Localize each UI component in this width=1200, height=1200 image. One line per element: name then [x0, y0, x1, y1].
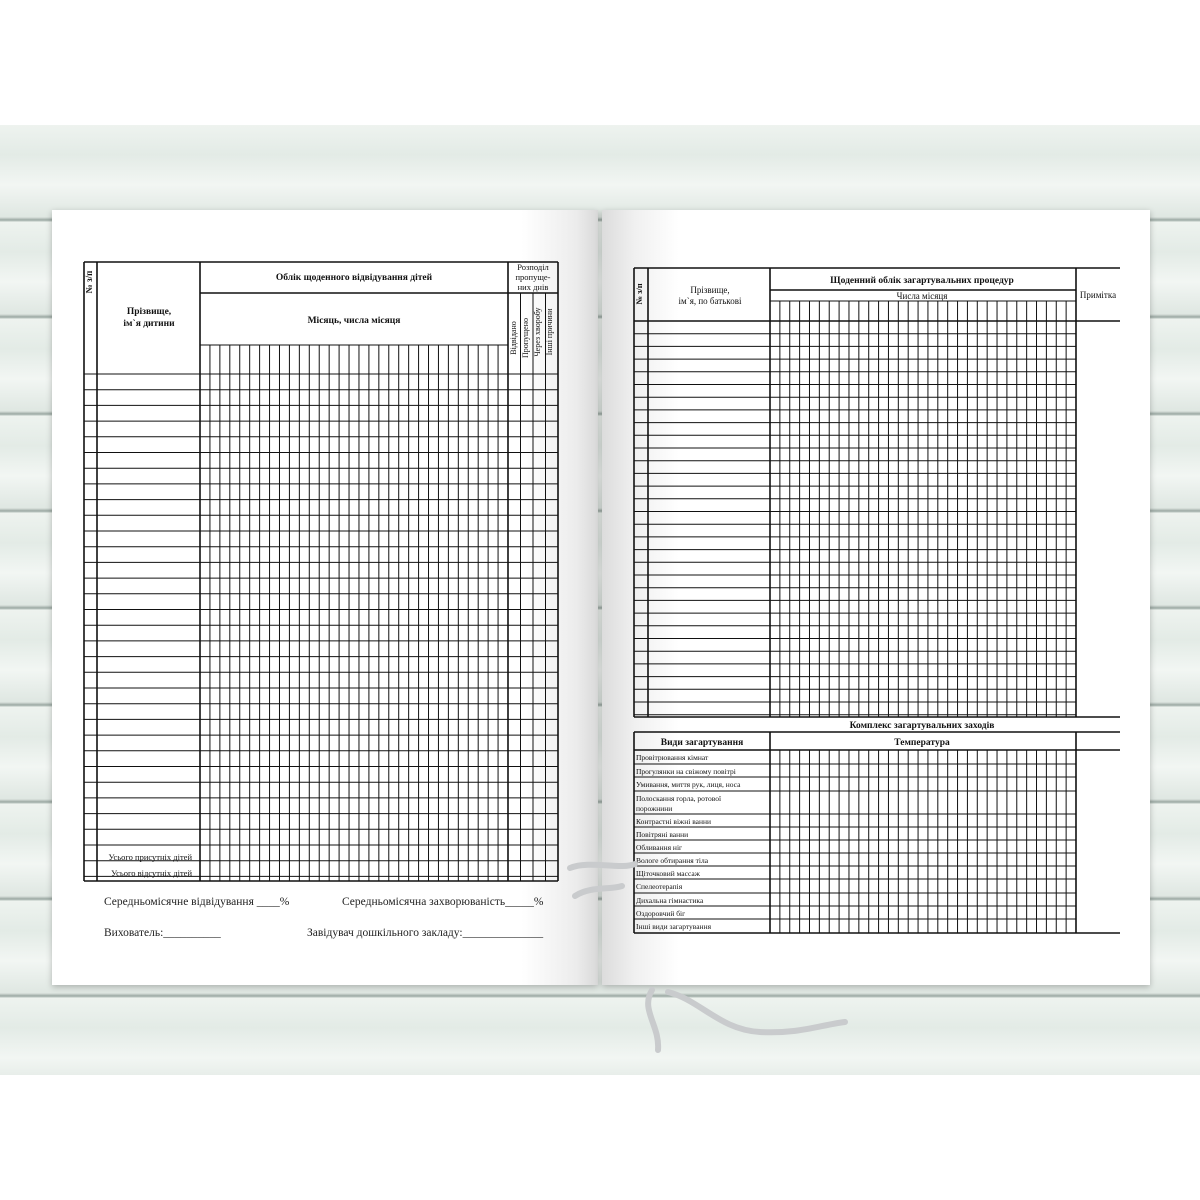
col-visited-label: Відвідано: [509, 321, 518, 355]
hardening-type-label: Оздоровчий біг: [636, 909, 686, 918]
missed-days-title-3: них днів: [517, 282, 549, 292]
hardening-type-label: порожнини: [636, 804, 673, 813]
head-signature: Завідувач дошкільного закладу:______________: [307, 927, 544, 939]
hardening-type-label: Умивання, миття рук, лиця, носа: [636, 780, 741, 789]
hardening-type-label: Обливання ніг: [636, 843, 683, 852]
educator-signature: Вихователь:__________: [104, 927, 221, 939]
col-missed-label: Пропущено: [521, 317, 530, 359]
temperature-header: Температура: [894, 738, 950, 748]
col-number-label: № з/п: [84, 270, 94, 294]
missed-days-title: Розподіл: [517, 262, 549, 272]
hardening-type-label: Полоскання горла, ротової: [636, 794, 722, 803]
col-name-label: Прізвище,: [690, 285, 730, 295]
types-header: Види загартування: [660, 738, 744, 748]
dates-label: Числа місяця: [896, 291, 948, 301]
hardening-type-label: Щіточковий массаж: [636, 869, 700, 878]
missed-days-title-2: пропуще-: [515, 272, 551, 282]
hardening-type-label: Спелеотерапія: [636, 882, 683, 891]
col-name-label-2: ім`я, по батькові: [678, 296, 742, 306]
hardening-type-label: Контрастні віжні ванни: [636, 817, 712, 826]
hardening-title: Щоденний облік загартувальних процедур: [830, 276, 1014, 286]
col-illness-label: Через хворобу: [533, 307, 542, 357]
complex-title: Комплекс загартувальних заходів: [849, 721, 995, 731]
left-page: [52, 210, 598, 985]
hardening-type-label: Вологе обтирання тіла: [636, 856, 709, 865]
avg-morbidity: Середньомісячна захворюваність_____%: [342, 896, 544, 908]
hardening-type-label: Повітряні ванни: [636, 830, 689, 839]
hardening-type-label: Провітрювання кімнат: [636, 753, 709, 762]
col-number-label: № з/п: [634, 283, 644, 305]
attendance-table: [52, 210, 598, 985]
avg-attendance: Середньомісячне відвідування ____%: [104, 896, 290, 908]
hardening-type-label: Інші види загартування: [636, 922, 712, 931]
col-name-label: Прізвище,: [126, 307, 172, 317]
hardening-type-label: Дихальна гімнастика: [636, 896, 704, 905]
total-absent-label: Усього відсутніх дітей: [111, 868, 192, 878]
total-present-label: Усього присутніх дітей: [108, 852, 192, 862]
col-other-label: Інші причини: [545, 308, 554, 356]
ribbon-bookmark: [560, 850, 860, 1060]
note-label: Примітка: [1079, 290, 1117, 300]
attendance-title: Облік щоденного відвідування дітей: [275, 273, 433, 283]
month-dates-label: Місяць, числа місяця: [307, 316, 401, 326]
hardening-type-label: Прогулянки на свіжому повітрі: [636, 767, 736, 776]
col-name-label-2: ім`я дитини: [123, 319, 175, 329]
